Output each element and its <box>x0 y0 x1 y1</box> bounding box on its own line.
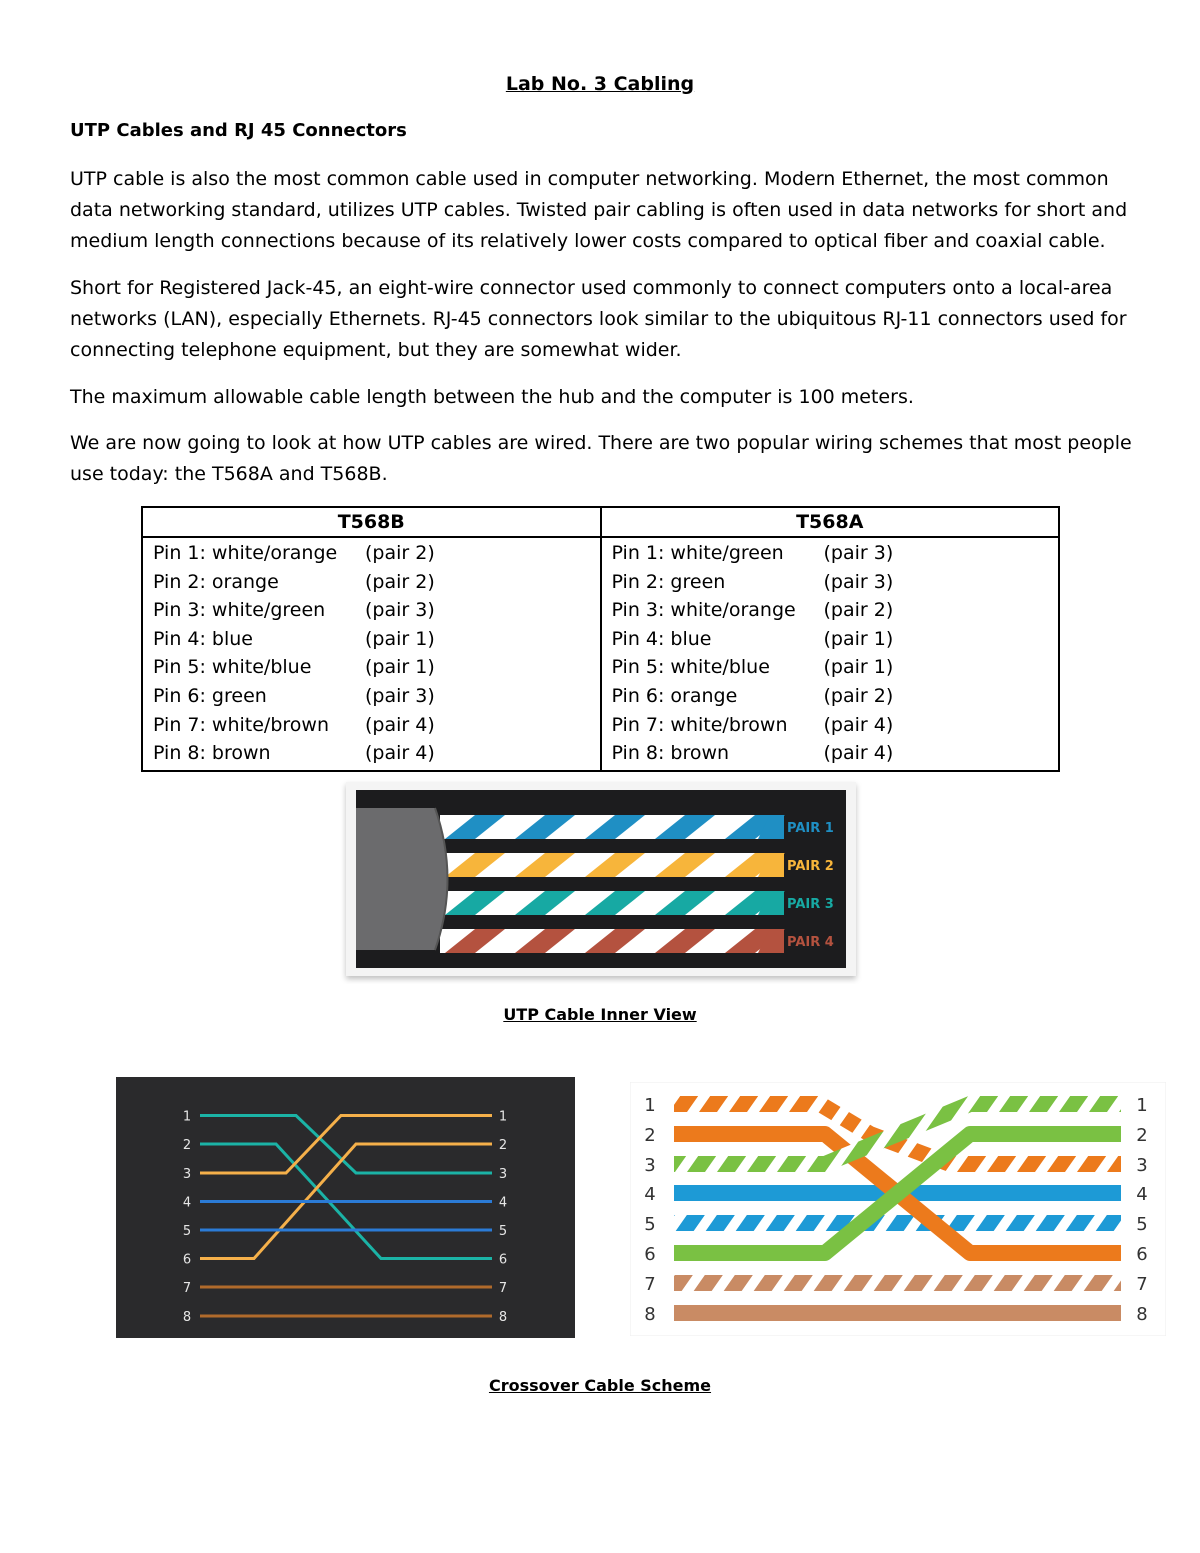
pin-number-right: 5 <box>498 1224 508 1239</box>
pair-label: (pair 4) <box>365 713 435 736</box>
pair-label: (pair 4) <box>823 742 894 765</box>
pin-row <box>153 711 590 740</box>
pin-number-right: 5 <box>1136 1214 1148 1235</box>
pin-number-left: 1 <box>182 1109 192 1125</box>
pin-row <box>612 739 1049 768</box>
pair-label: (pair 3) <box>365 599 435 622</box>
pin-row <box>153 539 590 568</box>
pin-number-right: 4 <box>498 1195 508 1211</box>
pin-number-left: 8 <box>182 1310 192 1325</box>
pin-label: Pin 2: orange <box>153 570 279 593</box>
pin-label: Pin 1: white/orange <box>153 542 338 564</box>
pin-row <box>153 739 590 768</box>
pin-label: Pin 3: white/orange <box>611 599 796 622</box>
pin-label: Pin 4: blue <box>153 627 254 650</box>
pair-label: PAIR 4 <box>787 935 834 950</box>
crossover-light-diagram <box>630 1082 1166 1336</box>
pin-label: Pin 1: white/green <box>611 542 784 564</box>
pin-number-left: 4 <box>644 1184 656 1205</box>
pin-number-right: 8 <box>1136 1304 1148 1325</box>
pin-label: Pin 8: brown <box>611 742 730 765</box>
pin-number-left: 7 <box>182 1281 192 1296</box>
pin-number-right: 3 <box>1136 1155 1148 1176</box>
pin-row <box>612 625 1049 654</box>
t568b-column <box>142 537 601 771</box>
paragraph-max-length: The maximum allowable cable length between the hub and the computer is 100 meters. <box>70 386 914 408</box>
pin-number-right: 2 <box>1136 1125 1148 1146</box>
table-header-t568b: T568B <box>142 507 601 537</box>
pin-number-right: 7 <box>1136 1274 1148 1295</box>
pin-label: Pin 2: green <box>611 570 726 593</box>
table-header-t568a: T568A <box>601 507 1060 537</box>
pin-number-left: 4 <box>182 1195 192 1211</box>
pair-label: (pair 1) <box>365 627 435 650</box>
pair-1-wire <box>440 815 834 839</box>
pin-row <box>153 625 590 654</box>
pin-number-right: 4 <box>1136 1184 1148 1205</box>
pair-label: (pair 3) <box>823 570 894 593</box>
pair-label: (pair 1) <box>365 656 435 679</box>
pair-label: (pair 2) <box>823 684 894 707</box>
pin-label: Pin 7: white/brown <box>611 713 788 736</box>
pair-label: (pair 2) <box>823 599 894 622</box>
pin-number-left: 8 <box>644 1304 656 1325</box>
utp-inner-view-image <box>340 778 862 984</box>
section-heading: UTP Cables and RJ 45 Connectors <box>70 120 407 141</box>
pin-number-left: 3 <box>182 1167 192 1182</box>
pin-number-right: 8 <box>498 1310 508 1325</box>
pin-number-left: 5 <box>182 1224 192 1239</box>
pin-number-right: 6 <box>498 1252 508 1268</box>
pin-label: Pin 4: blue <box>611 627 712 650</box>
pair-label: (pair 4) <box>823 713 894 736</box>
pair-label: (pair 3) <box>823 542 894 564</box>
pair-label: PAIR 2 <box>787 859 834 874</box>
pin-number-right: 3 <box>498 1167 508 1182</box>
pin-number-right: 2 <box>498 1138 508 1153</box>
pin-label: Pin 8: brown <box>153 742 271 765</box>
pin-label: Pin 5: white/blue <box>611 656 770 679</box>
pin-label: Pin 7: white/brown <box>153 713 329 736</box>
pin-row <box>153 653 590 682</box>
pin-number-right: 1 <box>498 1109 508 1125</box>
pair-4-wire <box>440 929 834 953</box>
pair-label: (pair 1) <box>823 656 894 679</box>
pin-label: Pin 3: white/green <box>153 599 326 622</box>
pin-number-left: 6 <box>182 1252 192 1268</box>
pin-row <box>153 682 590 711</box>
pin-number-left: 7 <box>644 1274 656 1295</box>
paragraph-rj45: Short for Registered Jack-45, an eight-wire connector used commonly to connect computers onto a local-area networks (LAN), especially Ethernets. RJ-45 connectors look similar to the ubiquitous RJ-11 connectors used for connecting telephone equipment, but they are somewhat wider. <box>70 277 1127 361</box>
pin-label: Pin 6: orange <box>611 684 738 707</box>
pin-row <box>612 653 1049 682</box>
pin-row <box>612 711 1049 740</box>
pin-row <box>612 682 1049 711</box>
pin-number-left: 3 <box>644 1155 656 1176</box>
pair-label: (pair 1) <box>823 627 894 650</box>
pin-number-right: 6 <box>1136 1244 1148 1265</box>
pin-number-right: 7 <box>498 1281 508 1296</box>
page-title: Lab No. 3 Cabling <box>505 73 695 95</box>
t568a-column <box>601 537 1060 771</box>
pin-number-left: 2 <box>182 1138 192 1153</box>
pin-row <box>153 596 590 625</box>
paragraph-wiring-schemes: We are now going to look at how UTP cables are wired. There are two popular wiring schemes that most people use today: the T568A and T568B. <box>70 432 1132 485</box>
pin-label: Pin 5: white/blue <box>153 656 312 679</box>
pin-number-left: 6 <box>644 1244 656 1265</box>
paragraph-utp-intro: UTP cable is also the most common cable used in computer networking. Modern Ethernet, the most common data networking standard, utilizes UTP cables. Twisted pair cabling is often used in data networks for short and medium length connections because of its relatively lower costs compared to optical fiber and coaxial cable. <box>70 168 1128 252</box>
pair-label: (pair 3) <box>365 684 435 707</box>
pair-label: PAIR 3 <box>787 897 834 912</box>
pin-number-left: 2 <box>644 1125 656 1146</box>
pin-label: Pin 6: green <box>153 684 267 707</box>
pair-label: (pair 2) <box>365 542 435 564</box>
pin-row <box>612 539 1049 568</box>
pair-label: PAIR 1 <box>787 821 834 836</box>
pair-label: (pair 2) <box>365 570 435 593</box>
pin-number-left: 1 <box>644 1095 656 1116</box>
pair-label: (pair 4) <box>365 742 435 765</box>
pin-row <box>612 596 1049 625</box>
inner-view-caption: UTP Cable Inner View <box>503 1005 697 1024</box>
pin-number-right: 1 <box>1136 1095 1148 1116</box>
pin-row <box>612 568 1049 597</box>
pair-3-wire <box>440 891 834 915</box>
crossover-caption: Crossover Cable Scheme <box>488 1376 712 1395</box>
pin-number-left: 5 <box>644 1214 656 1235</box>
pin-row <box>153 568 590 597</box>
crossover-dark-diagram <box>116 1077 575 1338</box>
wiring-table <box>141 506 1060 772</box>
pair-2-wire <box>440 853 834 877</box>
